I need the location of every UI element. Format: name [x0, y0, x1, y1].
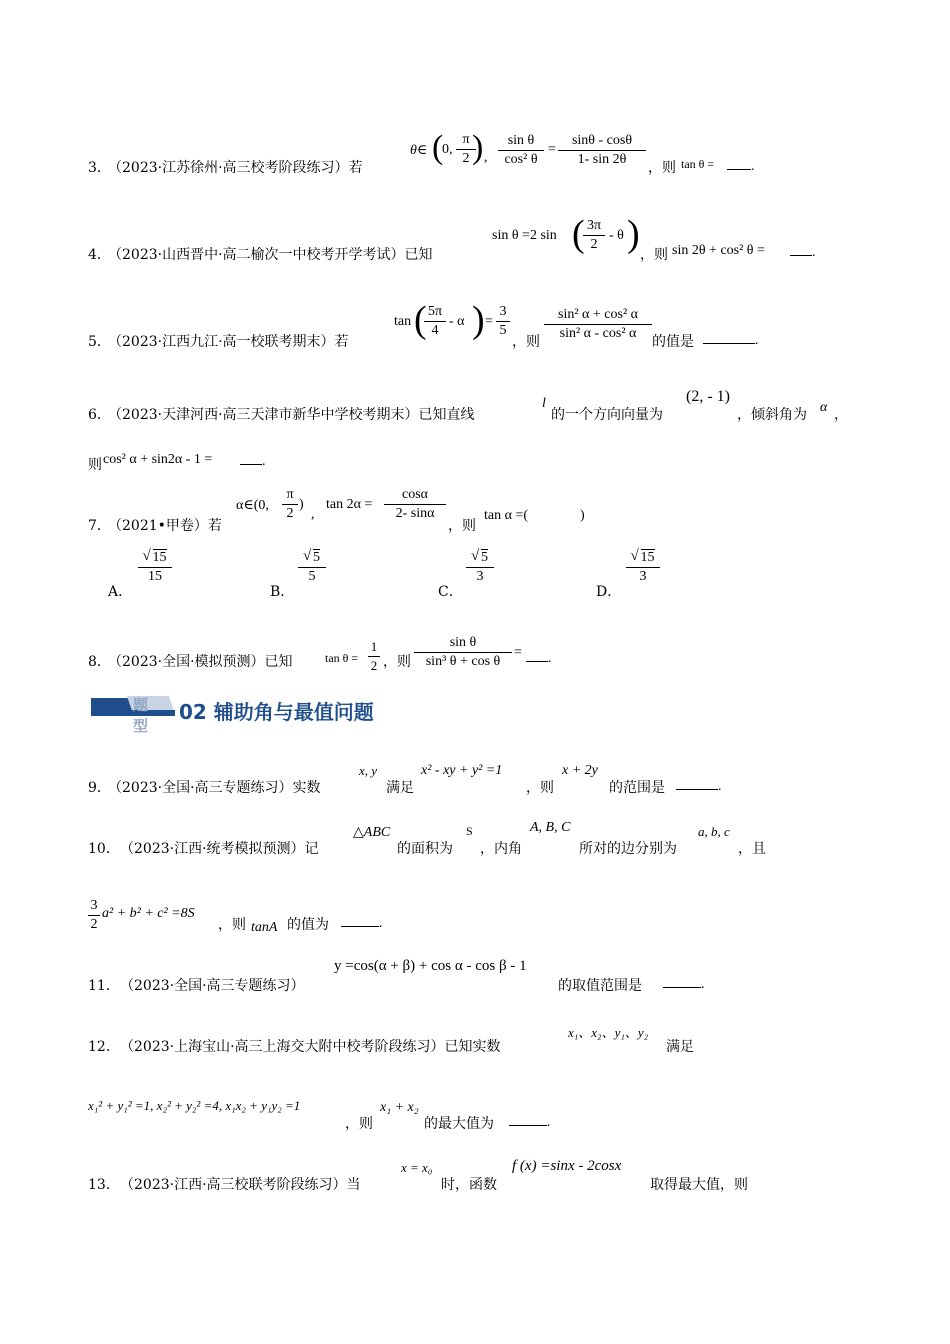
answer-expr: sin 2θ + cos² θ =	[672, 243, 765, 258]
answer-expr: cos² α + sin2α - 1 =	[103, 452, 213, 467]
answer-blank[interactable]	[703, 331, 755, 344]
question-number: 3．	[88, 160, 111, 176]
question-source: （2023·全国·模拟预测）已知	[108, 654, 293, 670]
answer-expr: tan θ =	[681, 157, 715, 171]
question-number: 5．	[88, 334, 111, 350]
question-number: 9．	[88, 780, 111, 796]
question-source: （2023·天津河西·高三天津市新华中学校考期末）已知直线	[108, 407, 475, 423]
answer-blank[interactable]	[727, 157, 751, 170]
answer-blank[interactable]	[790, 243, 812, 256]
answer-blank[interactable]	[240, 452, 262, 465]
answer-blank[interactable]	[526, 649, 548, 662]
question-number: 6．	[88, 407, 111, 423]
pi-over-2: π 2	[456, 131, 476, 168]
question-number: 8．	[88, 654, 111, 670]
direction-vector: (2, - 1)	[686, 388, 730, 405]
question-number: 12．	[88, 1039, 120, 1055]
question-number: 11．	[88, 978, 120, 994]
question-source: （2023·全国·高三专题练习）实数	[108, 780, 321, 796]
answer-blank[interactable]	[676, 777, 718, 790]
question-source: （2023·江西·高三校联考阶段练习）当	[120, 1177, 361, 1193]
answer-blank[interactable]	[663, 975, 701, 988]
answer-blank[interactable]	[509, 1113, 547, 1126]
question-number: 10．	[88, 841, 120, 857]
fraction: sin θ sin³ θ + cos θ	[414, 634, 512, 671]
question-source: （2023·全国·高三专题练习）	[120, 978, 305, 994]
question-source: （2023·山西晋中·高二榆次一中校考开学考试）已知	[108, 247, 433, 263]
question-source: （2021•甲卷）若	[108, 518, 222, 534]
question-number: 4．	[88, 247, 111, 263]
question-source: （2023·江苏徐州·高三校考阶段练习）若	[108, 160, 363, 176]
question-source: （2023·江西九江·高一校联考期末）若	[108, 334, 349, 350]
fraction-rhs: sinθ - cosθ 1- sin 2θ	[558, 132, 646, 169]
question-number: 7．	[88, 518, 111, 534]
fraction: sin² α + cos² α sin² α - cos² α	[544, 306, 652, 343]
question-source: （2023·江西·统考模拟预测）记	[120, 841, 319, 857]
section-title: 02 辅助角与最值问题	[179, 700, 374, 724]
answer-blank[interactable]	[341, 914, 379, 927]
answer-expr: tan α =(	[484, 508, 528, 523]
question-number: 13．	[88, 1177, 120, 1193]
section-tag-label: 题型	[133, 696, 149, 735]
question-source: （2023·上海宝山·高三上海交大附中校考阶段练习）已知实数	[120, 1039, 501, 1055]
fraction-lhs: sin θ cos² θ	[498, 132, 544, 169]
condition: θ∈	[410, 143, 428, 158]
